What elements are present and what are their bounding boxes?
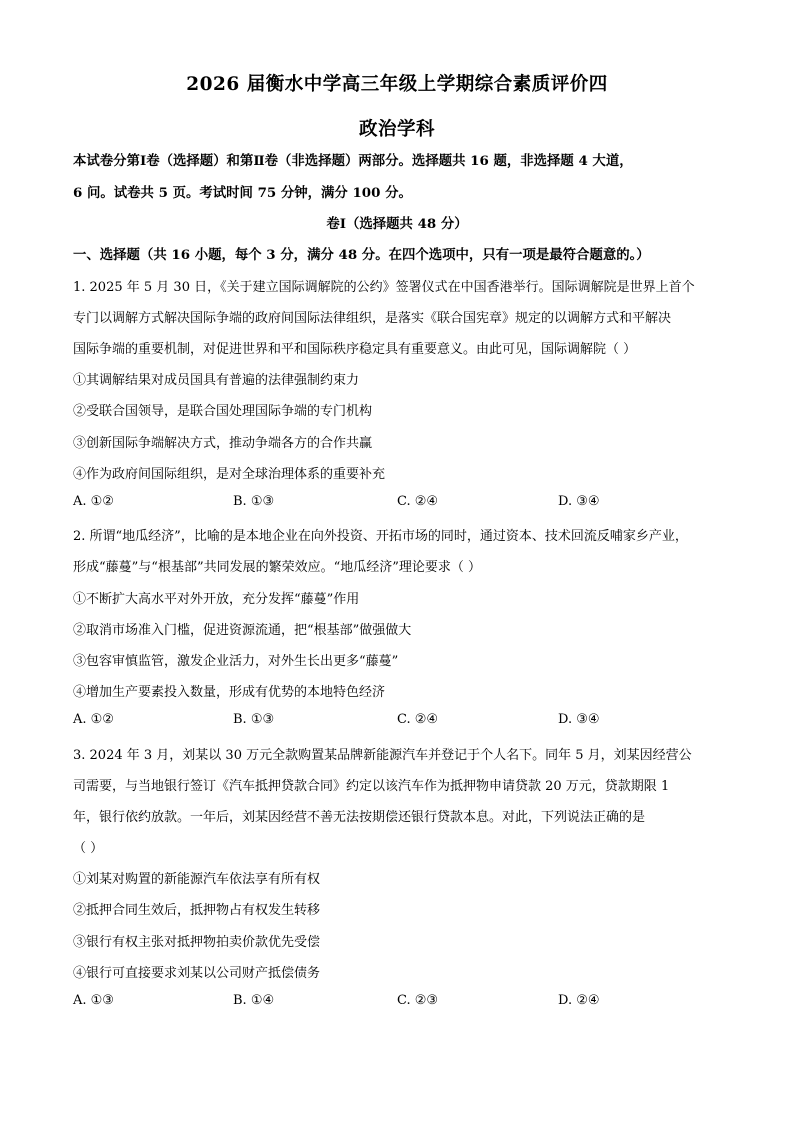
q2-option-b[interactable]: B. ①③	[233, 712, 275, 727]
q2-option-d[interactable]: D. ③④	[558, 712, 600, 727]
intro-line-2: 6 问。试卷共 5 页。考试时间 75 分钟，满分 100 分。	[73, 185, 412, 201]
q3-statement-2: ②抵押合同生效后，抵押物占有权发生转移	[73, 903, 321, 918]
q1-statement-2: ②受联合国领导，是联合国处理国际争端的专门机构	[73, 404, 373, 419]
q2-statement-1: ①不断扩大高水平对外开放，充分发挥“藤蔓”作用	[73, 592, 360, 607]
q3-stem-line-4: （ ）	[73, 841, 104, 856]
q2-stem-line-1: 2. 所谓“地瓜经济”，比喻的是本地企业在向外投资、开拓市场的同时，通过资本、技术回流反哺家乡产业，	[73, 529, 688, 544]
q3-stem-line-2: 司需要，与当地银行签订《汽车抵押贷款合同》约定以该汽车作为抵押物申请贷款 20 万元，贷款期限 1	[73, 779, 670, 794]
exam-title: 2026 届衡水中学高三年级上学期综合素质评价四	[186, 74, 608, 95]
q3-option-a[interactable]: A. ①③	[73, 993, 114, 1008]
intro-line-1: 本试卷分第Ⅰ卷（选择题）和第Ⅱ卷（非选择题）两部分。选择题共 16 题，非选择题 4 大道，	[73, 153, 633, 169]
q1-stem-line-2: 专门以调解方式解决国际争端的政府间国际法律组织，是落实《联合国宪章》规定的以调解方式和平解决	[73, 311, 672, 326]
q1-stem-line-1: 1. 2025 年 5 月 30 日，《关于建立国际调解院的公约》签署仪式在中国香港举行。国际调解院是世界上首个	[73, 280, 695, 295]
volume-title: 卷Ⅰ（选择题共 48 分）	[326, 216, 468, 232]
q2-option-c[interactable]: C. ②④	[397, 712, 439, 727]
q3-stem-line-3: 年，银行依约放款。一年后，刘某因经营不善无法按期偿还银行贷款本息。对此，下列说法正确的是	[73, 810, 646, 825]
q1-statement-4: ④作为政府间国际组织，是对全球治理体系的重要补充	[73, 467, 386, 482]
q1-option-d[interactable]: D. ③④	[558, 494, 600, 509]
section-heading: 一、选择题（共 16 小题，每个 3 分，满分 48 分。在四个选项中，只有一项是最符合题意的。）	[73, 247, 650, 263]
exam-subject: 政治学科	[358, 119, 435, 140]
q2-option-a[interactable]: A. ①②	[73, 712, 114, 727]
q1-stem-line-3: 国际争端的重要机制，对促进世界和平和国际秩序稳定具有重要意义。由此可见，国际调解院（ ）	[73, 342, 637, 357]
q3-statement-3: ③银行有权主张对抵押物拍卖价款优先受偿	[73, 935, 321, 950]
q3-option-b[interactable]: B. ①④	[233, 993, 275, 1008]
q1-statement-3: ③创新国际争端解决方式，推动争端各方的合作共赢	[73, 436, 373, 451]
q3-option-c[interactable]: C. ②③	[397, 993, 439, 1008]
q1-option-c[interactable]: C. ②④	[397, 494, 439, 509]
q3-statement-1: ①刘某对购置的新能源汽车依法享有所有权	[73, 872, 321, 887]
q2-statement-4: ④增加生产要素投入数量，形成有优势的本地特色经济	[73, 685, 386, 700]
q3-stem-line-1: 3. 2024 年 3 月，刘某以 30 万元全款购置某品牌新能源汽车并登记于个人名下。同年 5 月，刘某因经营公	[73, 748, 692, 763]
q3-statement-4: ④银行可直接要求刘某以公司财产抵偿债务	[73, 966, 321, 981]
q2-statement-3: ③包容审慎监管，激发企业活力，对外生长出更多“藤蔓”	[73, 654, 399, 669]
q2-stem-line-2: 形成“藤蔓”与“根基部”共同发展的繁荣效应。“地瓜经济”理论要求（ ）	[73, 560, 482, 575]
q1-option-a[interactable]: A. ①②	[73, 494, 114, 509]
q1-statement-1: ①其调解结果对成员国具有普遍的法律强制约束力	[73, 373, 360, 388]
q2-statement-2: ②取消市场准入门槛，促进资源流通，把“根基部”做强做大	[73, 623, 412, 638]
q3-option-d[interactable]: D. ②④	[558, 993, 600, 1008]
q1-option-b[interactable]: B. ①③	[233, 494, 275, 509]
